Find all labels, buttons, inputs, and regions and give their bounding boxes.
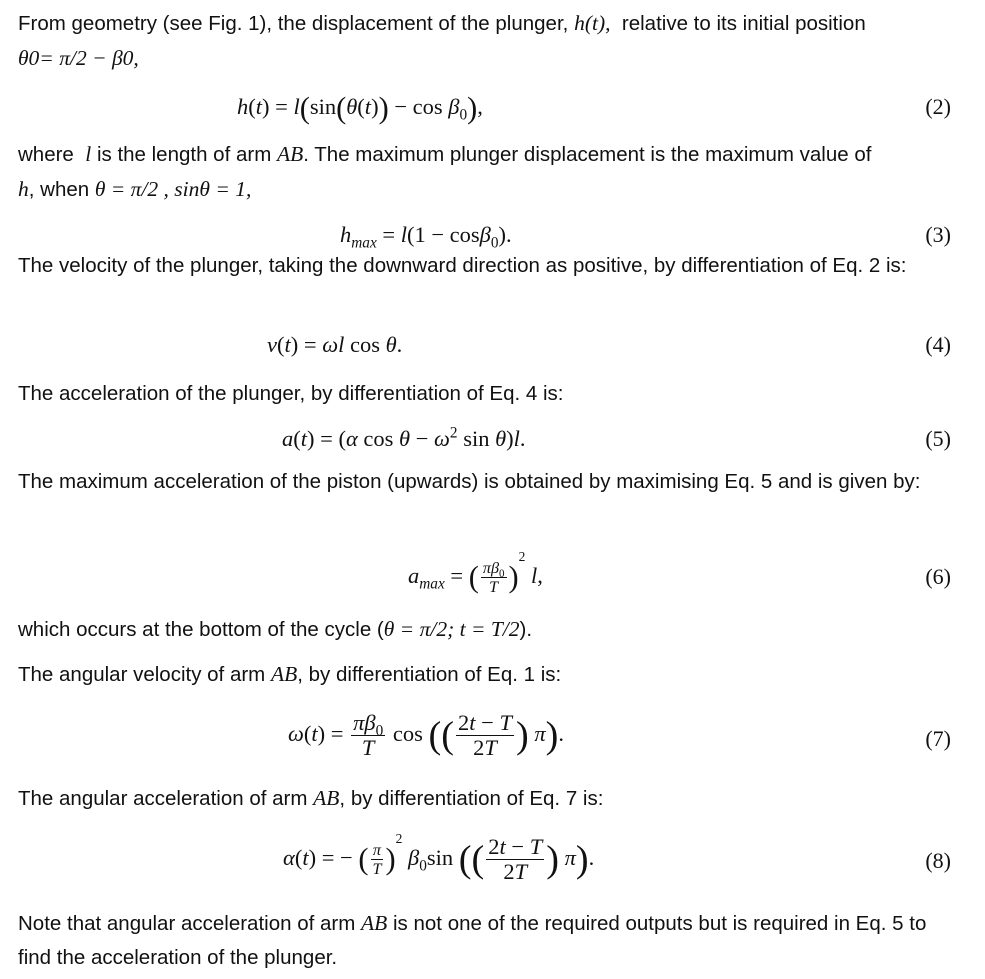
text: ). bbox=[519, 618, 533, 641]
text: is the length of arm bbox=[96, 143, 272, 166]
text: . The maximum plunger displacement is the maximum value of bbox=[303, 143, 872, 166]
equation-5: a(t) = (α $\cos \theta - \omega^2$ sin θ)l. bbox=[282, 424, 526, 451]
paragraph-note bbox=[18, 906, 963, 975]
inline-math-l: l bbox=[85, 142, 92, 166]
paragraph-max-acceleration: The maximum acceleration of the piston (upwards) is obtained by maximising Eq. 5 and is given by: bbox=[18, 470, 921, 493]
text: Note that angular acceleration of arm bbox=[18, 912, 356, 935]
equation-number-2: (2) bbox=[925, 94, 951, 119]
equation-2: $h(t) = l(\sin(\theta(t)) - \cos \beta_0)$, bbox=[237, 91, 483, 126]
equation-number-3: (3) bbox=[925, 222, 951, 247]
equation-number-6: (6) bbox=[925, 564, 951, 589]
inline-math-condition: θ = π/2 , sinθ = 1, bbox=[94, 177, 252, 201]
text: , by differentiation of Eq. 1 is: bbox=[297, 663, 562, 686]
inline-math-h: h(t), bbox=[574, 11, 611, 35]
text: The angular velocity of arm bbox=[18, 663, 266, 686]
paragraph-max-displacement bbox=[18, 137, 963, 207]
text: The angular acceleration of arm bbox=[18, 787, 308, 810]
equation-7: ω(t) = $\frac{\pi\beta_0}{T}$ cos (( $\frac{2t - T}{2T}$ ) π). bbox=[288, 709, 564, 761]
text: where bbox=[18, 143, 74, 166]
paragraph-acceleration: The acceleration of the plunger, by differentiation of Eq. 4 is: bbox=[18, 382, 564, 405]
text: which occurs at the bottom of the cycle ( bbox=[18, 618, 384, 641]
text: is not one of the required outputs but is required in Eq. 5 to find the acceleration of the plunger. bbox=[18, 912, 927, 969]
paragraph-displacement-intro bbox=[18, 6, 963, 76]
inline-math-condition: θ = π/2; t = T/2 bbox=[383, 617, 520, 641]
text: From geometry (see Fig. 1), the displacement of the plunger, bbox=[18, 12, 569, 35]
equation-number-4: (4) bbox=[925, 332, 951, 357]
equation-8: α(t) = − ( $\frac{\pi}{T}$ )$^2$ $\beta_0\sin$ (( $\frac{2t - T}{2T}$ ) π). bbox=[283, 830, 595, 885]
equation-number-5: (5) bbox=[925, 426, 951, 451]
paragraph-angular-acceleration bbox=[18, 781, 963, 816]
inline-math-ab: AB bbox=[276, 142, 304, 166]
equation-3: $h_{max} = l(1 - \cos\beta_0)$. bbox=[340, 222, 512, 252]
paragraph-bottom-cycle bbox=[18, 612, 963, 647]
text: , by differentiation of Eq. 7 is: bbox=[339, 787, 604, 810]
equation-number-8: (8) bbox=[925, 848, 951, 873]
text: relative to its initial position bbox=[621, 12, 866, 35]
inline-math-theta0: θ0= π/2 − β0, bbox=[18, 46, 139, 70]
equation-4: v(t) = ωl cos θ. bbox=[267, 332, 403, 357]
inline-math-ab: AB bbox=[361, 911, 388, 935]
inline-math-ab: AB bbox=[313, 786, 340, 810]
equation-number-7: (7) bbox=[925, 726, 951, 751]
inline-math-ab: AB bbox=[270, 662, 298, 686]
paragraph-velocity: The velocity of the plunger, taking the downward direction as positive, by differentiation of Eq. 2 is: bbox=[18, 254, 907, 277]
equation-6: $a_{max}$ = ( $\frac{\pi\beta_0}{T}$ )$^2$ l, bbox=[408, 548, 543, 597]
inline-math-h: h bbox=[18, 177, 29, 201]
text: , when bbox=[28, 178, 90, 201]
paragraph-angular-velocity bbox=[18, 657, 963, 692]
